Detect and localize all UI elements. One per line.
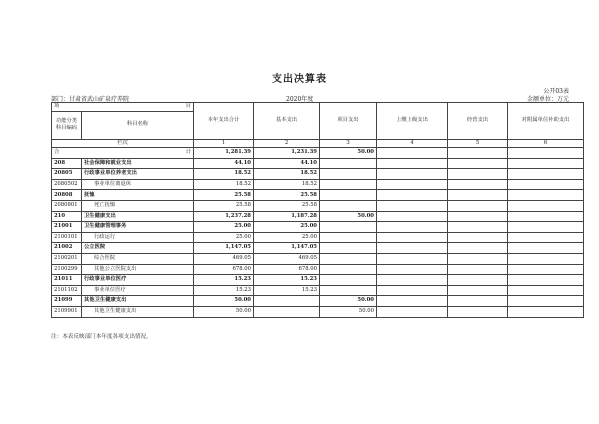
column-index: 5 <box>448 139 508 148</box>
total-label-right: 计 <box>185 149 191 156</box>
upper-cell <box>377 253 448 264</box>
business-cell <box>448 285 508 296</box>
name-cell: 公立医院 <box>82 243 194 254</box>
upper-cell <box>377 264 448 275</box>
table-row <box>52 158 584 169</box>
subsidy-sum <box>508 148 584 159</box>
basic-header: 基本支出 <box>254 103 320 140</box>
table-row <box>52 264 584 275</box>
upper-cell <box>377 169 448 180</box>
project-cell <box>320 243 377 254</box>
table-row <box>52 296 584 307</box>
name-header: 科目名称 <box>82 111 194 139</box>
code-cell: 2109901 <box>52 306 82 317</box>
form-number: 公开03表 <box>543 88 569 95</box>
business-cell <box>448 169 508 180</box>
subsidy-cell <box>508 222 584 233</box>
subsidy-header: 对附属单位补助支出 <box>508 103 584 140</box>
business-cell <box>448 179 508 190</box>
subsidy-cell <box>508 275 584 286</box>
table-row <box>52 243 584 254</box>
upper-cell <box>377 200 448 211</box>
basic-cell: 15.23 <box>254 285 320 296</box>
project-cell <box>320 275 377 286</box>
total-cell: 25.58 <box>194 190 254 201</box>
column-index: 2 <box>254 139 320 148</box>
project-header: 项目支出 <box>320 103 377 140</box>
subsidy-cell <box>508 190 584 201</box>
name-cell: 行政事业单位养老支出 <box>82 169 194 180</box>
total-cell: 469.05 <box>194 253 254 264</box>
total-cell: 15.23 <box>194 275 254 286</box>
code-cell: 20805 <box>52 169 82 180</box>
business-sum <box>448 148 508 159</box>
upper-cell <box>377 306 448 317</box>
code-cell: 21002 <box>52 243 82 254</box>
name-cell: 行政运行 <box>82 232 194 243</box>
project-cell <box>320 200 377 211</box>
basic-cell: 44.10 <box>254 158 320 169</box>
code-cell: 208 <box>52 158 82 169</box>
project-cell <box>320 264 377 275</box>
upper-cell <box>377 243 448 254</box>
code-header: 功能分类 科目编码 <box>52 111 82 139</box>
business-cell <box>448 211 508 222</box>
column-index: 4 <box>377 139 448 148</box>
project-cell <box>320 169 377 180</box>
basic-cell: 1,187.28 <box>254 211 320 222</box>
project-cell <box>320 222 377 233</box>
upper-cell <box>377 222 448 233</box>
basic-cell: 25.00 <box>254 222 320 233</box>
project-cell <box>320 179 377 190</box>
table-row <box>52 306 584 317</box>
year-label: 2020年度 <box>286 96 314 103</box>
code-cell: 2100299 <box>52 264 82 275</box>
table-row <box>52 169 584 180</box>
total-cell: 678.00 <box>194 264 254 275</box>
upper-cell <box>377 285 448 296</box>
basic-cell: 25.58 <box>254 190 320 201</box>
total-cell: 1,147.05 <box>194 243 254 254</box>
project-cell <box>320 158 377 169</box>
subsidy-cell <box>508 306 584 317</box>
table-row <box>52 211 584 222</box>
business-cell <box>448 200 508 211</box>
total-cell: 18.52 <box>194 169 254 180</box>
basic-cell: 469.05 <box>254 253 320 264</box>
total-sum: 1,281.39 <box>194 148 254 159</box>
basic-cell: 1,147.05 <box>254 243 320 254</box>
total-label-left: 合 <box>54 149 60 156</box>
basic-cell <box>254 306 320 317</box>
name-cell: 综合医院 <box>82 253 194 264</box>
subsidy-cell <box>508 285 584 296</box>
name-cell: 社会保障和就业支出 <box>82 158 194 169</box>
table-row <box>52 190 584 201</box>
basic-cell <box>254 296 320 307</box>
total-cell: 18.52 <box>194 179 254 190</box>
name-cell: 抚恤 <box>82 190 194 201</box>
business-cell <box>448 243 508 254</box>
column-index: 3 <box>320 139 377 148</box>
business-cell <box>448 264 508 275</box>
project-sum: 50.00 <box>320 148 377 159</box>
total-cell: 25.00 <box>194 232 254 243</box>
item-header-cell <box>52 103 194 112</box>
subsidy-cell <box>508 232 584 243</box>
total-cell: 15.23 <box>194 285 254 296</box>
total-label-cell <box>52 148 194 159</box>
business-cell <box>448 222 508 233</box>
subsidy-cell <box>508 200 584 211</box>
subsidy-cell <box>508 169 584 180</box>
total-cell: 44.10 <box>194 158 254 169</box>
upper-cell <box>377 232 448 243</box>
business-header: 经营支出 <box>448 103 508 140</box>
business-cell <box>448 253 508 264</box>
name-cell: 事业单位医疗 <box>82 285 194 296</box>
item-header-left: 项 <box>54 103 60 110</box>
business-cell <box>448 232 508 243</box>
code-cell: 2101102 <box>52 285 82 296</box>
subsidy-cell <box>508 243 584 254</box>
project-cell: 50.00 <box>320 306 377 317</box>
business-cell <box>448 296 508 307</box>
subsidy-cell <box>508 179 584 190</box>
basic-cell: 18.52 <box>254 169 320 180</box>
upper-cell <box>377 275 448 286</box>
total-cell: 25.00 <box>194 222 254 233</box>
table-row <box>52 179 584 190</box>
name-cell: 死亡抚恤 <box>82 200 194 211</box>
upper-cell <box>377 158 448 169</box>
upper-cell <box>377 190 448 201</box>
code-cell: 21099 <box>52 296 82 307</box>
item-header-right: 目 <box>185 103 191 110</box>
subsidy-cell <box>508 296 584 307</box>
basic-cell: 678.00 <box>254 264 320 275</box>
subsidy-cell <box>508 158 584 169</box>
code-cell: 21011 <box>52 275 82 286</box>
page-title: 支出决算表 <box>272 74 327 85</box>
name-cell: 事业单位离退休 <box>82 179 194 190</box>
subsidy-cell <box>508 253 584 264</box>
name-cell: 卫生健康管理事务 <box>82 222 194 233</box>
total-cell: 50.00 <box>194 296 254 307</box>
name-cell: 卫生健康支出 <box>82 211 194 222</box>
code-cell: 2100101 <box>52 232 82 243</box>
column-index: 6 <box>508 139 584 148</box>
basic-sum: 1,231.39 <box>254 148 320 159</box>
expenditure-table <box>51 102 584 318</box>
basic-cell: 25.58 <box>254 200 320 211</box>
table-row <box>52 275 584 286</box>
code-cell: 2100201 <box>52 253 82 264</box>
total-header: 本年支出合计 <box>194 103 254 140</box>
code-cell: 2080502 <box>52 179 82 190</box>
department-label: 部门：甘肃省武山矿泉疗养院 <box>51 96 130 103</box>
table-row <box>52 253 584 264</box>
unit-label: 金额单位：万元 <box>526 96 569 103</box>
code-cell: 20808 <box>52 190 82 201</box>
name-cell: 行政事业单位医疗 <box>82 275 194 286</box>
total-cell: 50.00 <box>194 306 254 317</box>
upper-cell <box>377 296 448 307</box>
project-cell <box>320 253 377 264</box>
name-cell: 其他卫生健康支出 <box>82 306 194 317</box>
basic-cell: 15.23 <box>254 275 320 286</box>
basic-cell: 25.00 <box>254 232 320 243</box>
name-cell: 其他公立医院支出 <box>82 264 194 275</box>
total-cell: 25.58 <box>194 200 254 211</box>
upper-cell <box>377 211 448 222</box>
business-cell <box>448 190 508 201</box>
project-cell: 50.00 <box>320 296 377 307</box>
column-index-label: 栏次 <box>52 139 194 148</box>
project-cell <box>320 232 377 243</box>
total-row <box>52 148 584 159</box>
business-cell <box>448 158 508 169</box>
subsidy-cell <box>508 211 584 222</box>
project-cell: 50.00 <box>320 211 377 222</box>
table-row <box>52 222 584 233</box>
column-index: 1 <box>194 139 254 148</box>
total-cell: 1,237.28 <box>194 211 254 222</box>
code-cell: 21001 <box>52 222 82 233</box>
upper-header: 上缴上级支出 <box>377 103 448 140</box>
table-row <box>52 285 584 296</box>
footnote: 注：本表反映部门本年度各项支出情况。 <box>51 334 152 340</box>
upper-sum <box>377 148 448 159</box>
basic-cell: 18.52 <box>254 179 320 190</box>
table-row <box>52 232 584 243</box>
business-cell <box>448 306 508 317</box>
business-cell <box>448 275 508 286</box>
project-cell <box>320 285 377 296</box>
table-row <box>52 200 584 211</box>
upper-cell <box>377 179 448 190</box>
name-cell: 其他卫生健康支出 <box>82 296 194 307</box>
subsidy-cell <box>508 264 584 275</box>
code-cell: 2080801 <box>52 200 82 211</box>
code-cell: 210 <box>52 211 82 222</box>
project-cell <box>320 190 377 201</box>
